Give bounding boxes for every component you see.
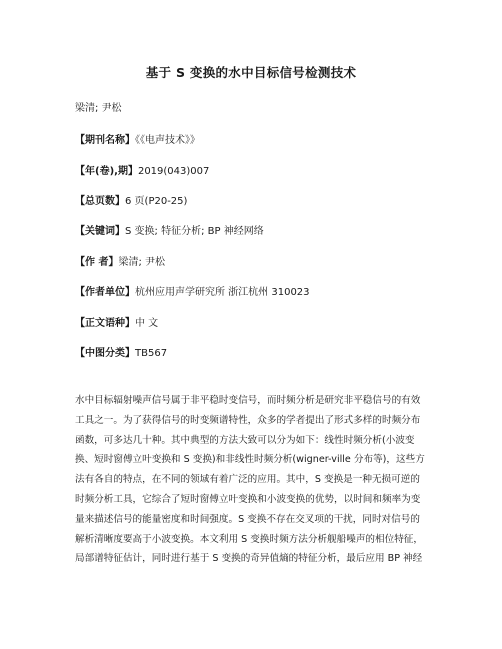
abstract-paragraph	[75, 391, 431, 569]
meta-label: 【期刊名称】	[75, 135, 135, 146]
meta-value: 杭州应用声学研究所 浙江杭州 310023	[135, 287, 310, 298]
authors-line: 梁清; 尹松	[75, 103, 122, 114]
meta-label: 【作者单位】	[75, 287, 135, 298]
meta-journal	[75, 131, 200, 146]
abstract-line: 水中目标辐射噪声信号属于非平稳时变信号，而时频分析是研究非平稳信号的有效	[75, 395, 421, 406]
meta-page-count	[75, 192, 187, 207]
abstract-line: 换、短时窗傅立叶变换和 S 变换)和非线性时频分析(wigner-ville 分布等)，这些方	[75, 454, 425, 466]
meta-authors	[75, 253, 165, 268]
meta-value: 中 文	[135, 318, 159, 329]
meta-value: S 变换; 特征分析; BP 神经网络	[125, 226, 264, 237]
document-title: 基于 S 变换的水中目标信号检测技术	[145, 65, 357, 80]
meta-label: 【年(卷),期】	[75, 166, 138, 177]
meta-label: 【中图分类】	[75, 348, 135, 359]
abstract-line: 局部谱特征估计，同时进行基于 S 变换的奇异值熵的特征分析，最后应用 BP 神经	[75, 553, 423, 565]
meta-keywords	[75, 222, 264, 237]
abstract-line: 解析清晰度要高于小波变换。本文利用 S 变换时频方法分析舰船噪声的相位特征，	[75, 533, 423, 545]
abstract-line: 时频分析工具，它综合了短时窗傅立叶变换和小波变换的优势，以时间和频率为变	[75, 493, 421, 505]
abstract-line: 工具之一。为了获得信号的时变频谱特性，众多的学者提出了形式多样的时频分布	[75, 414, 421, 426]
meta-year-volume-issue	[75, 162, 209, 177]
abstract-line: 函数，可多达几十种。其中典型的方法大致可以分为如下：线性时频分析(小波变	[75, 434, 415, 446]
meta-label: 【总页数】	[75, 196, 125, 207]
meta-classification	[75, 344, 167, 359]
meta-value: 梁清; 尹松	[118, 257, 166, 268]
meta-language	[75, 314, 158, 329]
meta-value: 6 页(P20-25)	[125, 196, 188, 207]
meta-value: 《《电声技术》》	[135, 135, 200, 146]
meta-label: 【关键词】	[75, 226, 125, 237]
meta-label: 【作 者】	[75, 257, 119, 268]
meta-affiliation	[75, 283, 310, 298]
meta-label: 【正文语种】	[75, 318, 135, 329]
meta-value: 2019(043)007	[137, 166, 210, 177]
abstract-line: 法有各自的特点，在不同的领域有着广泛的应用。其中，S 变换是一种无损可逆的	[75, 474, 420, 486]
meta-value: TB567	[135, 348, 168, 359]
abstract-line: 量来描述信号的能量密度和时间强度。S 变换不存在交叉项的干扰，同时对信号的	[75, 513, 420, 525]
